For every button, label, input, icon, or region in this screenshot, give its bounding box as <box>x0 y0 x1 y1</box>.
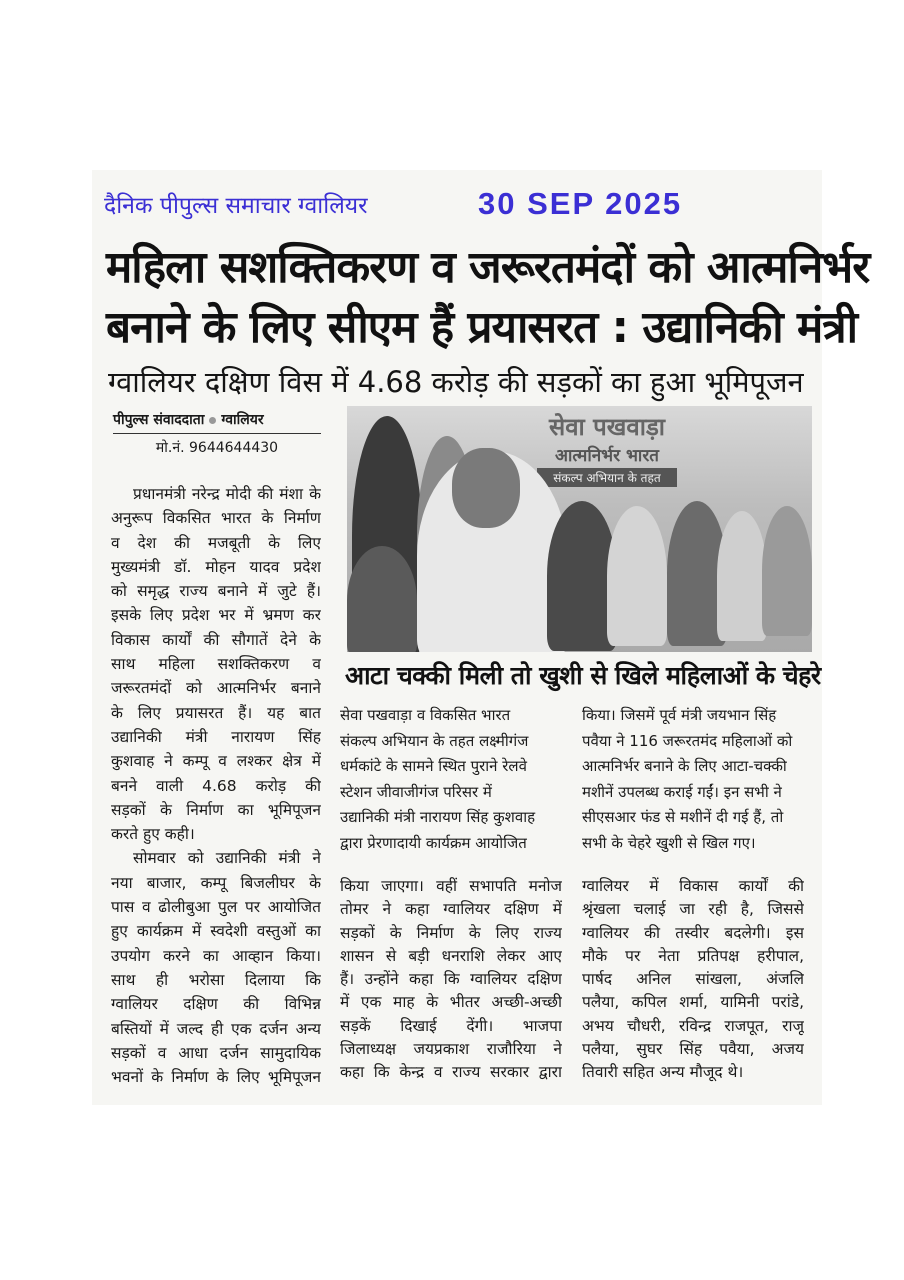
text-line: सड़कों के निर्माण का भूमिपूजन <box>111 800 321 819</box>
text-line: अभय चौधरी, रविन्द्र राजपूत, राजू <box>582 1016 804 1035</box>
text-line: सोमवार को उद्यानिकी मंत्री ने <box>133 849 321 868</box>
newspaper-name: दैनिक पीपुल्स समाचार ग्वालियर <box>104 193 368 219</box>
text-line: जिलाध्यक्ष जयप्रकाश राजौरिया ने <box>340 1040 562 1059</box>
text-line: द्वारा प्रेरणादायी कार्यक्रम आयोजित <box>340 833 527 852</box>
text-line: उपयोग करने का आव्हान किया। <box>111 946 321 965</box>
text-line: भवनों के निर्माण के लिए भूमिपूजन <box>111 1068 321 1087</box>
text-line: को समृद्ध राज्य बनाने में जुटे हैं। <box>111 582 321 601</box>
banner-line-2: आत्मनिर्भर भारत <box>555 446 659 466</box>
text-line: सड़कें दिखाई देंगी। भाजपा <box>340 1016 562 1035</box>
text-line: मौके पर नेता प्रतिपक्ष हरीपाल, <box>582 946 804 965</box>
text-line: संकल्प अभियान के तहत लक्ष्मीगंज <box>340 731 529 750</box>
text-line: शासन से बड़ी धनराशि लेकर आए <box>340 946 562 965</box>
text-line: प्रधानमंत्री नरेन्द्र मोदी की मंशा के <box>133 485 321 503</box>
text-line: हैं। उन्होंने कहा कि ग्वालियर दक्षिण <box>340 970 562 989</box>
side-story-headline: आटा चक्की मिली तो खुशी से खिले महिलाओं के चेहरे <box>345 661 821 690</box>
text-line: में एक माह के भीतर अच्छी-अच्छी <box>340 993 562 1012</box>
main-story-continued-column-a <box>340 875 562 1085</box>
text-line: ग्वालियर की तस्वीर बदलेगी। इस <box>582 923 804 942</box>
text-line: नया बाजार, कम्पू बिजलीघर के <box>111 873 321 892</box>
text-line: अनुरूप विकसित भारत के निर्माण <box>111 509 321 528</box>
main-story-continued-column-b <box>582 875 804 1085</box>
text-line: साथ ही भरोसा दिलाया कि <box>111 970 321 989</box>
text-line: ग्वालियर दक्षिण की विभिन्न <box>111 995 321 1014</box>
banner-line-1: सेवा पखवाड़ा <box>548 413 666 441</box>
text-line: मशीनें उपलब्ध कराई गईं। इन सभी ने <box>582 782 782 801</box>
text-line: आत्मनिर्भर बनाने के लिए आटा-चक्की <box>582 757 787 775</box>
text-line: उद्यानिकी मंत्री नारायण सिंह <box>111 727 321 746</box>
text-line: उद्यानिकी मंत्री नारायण सिंह कुशवाह <box>340 808 536 826</box>
text-line: कुशवाह ने कम्पू व लश्कर क्षेत्र में <box>111 752 321 771</box>
text-line: व देश की मजबूती के लिए <box>111 533 321 552</box>
text-line: स्टेशन जीवाजीगंज परिसर में <box>340 782 492 801</box>
text-line: किया। जिसमें पूर्व मंत्री जयभान सिंह <box>582 706 777 724</box>
photo-banner <box>537 410 677 487</box>
side-story-column-a <box>340 703 562 856</box>
text-line: करते हुए कही। <box>111 825 195 844</box>
byline <box>113 410 321 434</box>
text-line: इसके लिए प्रदेश भर में भ्रमण कर <box>111 606 321 625</box>
reporter: पीपुल्स संवाददाता <box>113 412 205 428</box>
event-photo <box>347 406 812 652</box>
subheadline: ग्वालियर दक्षिण विस में 4.68 करोड़ की सड़कों का हुआ भूमिपूजन <box>108 365 804 399</box>
text-line: सड़कों के निर्माण के लिए राज्य <box>340 923 562 942</box>
side-story-column-b <box>582 703 804 856</box>
text-line: सड़कों व आधा दर्जन सामुदायिक <box>111 1043 321 1062</box>
text-line: किया जाएगा। वहीं सभापति मनोज <box>340 877 562 895</box>
text-line: के लिए प्रयासरत हैं। यह बात <box>111 703 321 722</box>
headline-line-1: महिला सशक्तिकरण व जरूरतमंदों को आत्मनिर्भर <box>106 242 870 293</box>
text-line: पास व ढोलीबुआ पुल पर आयोजित <box>111 898 321 917</box>
text-line: हुए कार्यक्रम में स्वदेशी वस्तुओं का <box>111 922 321 941</box>
text-line: सभी के चेहरे खुशी से खिल गए। <box>582 833 756 852</box>
text-line: विकास कार्यों की सौगातें देने के <box>111 630 321 649</box>
text-line: सेवा पखवाड़ा व विकसित भारत <box>340 706 511 724</box>
text-line: ग्वालियर में विकास कार्यों की <box>582 877 804 895</box>
text-line: साथ महिला सशक्तिकरण व <box>111 655 321 674</box>
text-line: तोमर ने कहा ग्वालियर दक्षिण में <box>340 900 562 919</box>
main-story-column <box>111 482 321 1089</box>
bullet-icon <box>209 417 216 424</box>
text-line: पार्षद अनिल सांखला, अंजलि <box>582 970 804 989</box>
headline-line-2: बनाने के लिए सीएम हैं प्रयासरत : उद्यानिकी मंत्री <box>106 302 858 353</box>
text-line: सीएसआर फंड से मशीनें दी गई हैं, तो <box>582 808 784 826</box>
text-line: श्रृंखला चलाई जा रही है, जिससे <box>582 900 804 919</box>
byline-city: ग्वालियर <box>221 412 264 428</box>
banner-line-3: संकल्प अभियान के तहत <box>537 468 677 487</box>
text-line: जरूरतमंदों को आत्मनिर्भर बनाने <box>111 679 321 698</box>
text-line: पलैया, सुघर सिंह पवैया, अजय <box>582 1040 804 1059</box>
text-line: बस्तियों में जल्द ही एक दर्जन अन्य <box>111 1019 321 1038</box>
reporter-phone: मो.नं. 9644644430 <box>155 440 279 456</box>
text-line: मुख्यमंत्री डॉ. मोहन यादव प्रदेश <box>111 557 321 576</box>
text-line: पलैया, कपिल शर्मा, यामिनी परांडे, <box>582 993 804 1012</box>
text-line: बनने वाली 4.68 करोड़ की <box>111 776 321 795</box>
publication-date: 30 SEP 2025 <box>478 186 683 221</box>
text-line: कहा कि केन्द्र व राज्य सरकार द्वारा <box>340 1063 562 1082</box>
text-line: धर्मकांटे के सामने स्थित पुराने रेलवे <box>340 757 527 775</box>
text-line: पवैया ने 116 जरूरतमंद महिलाओं को <box>582 731 793 750</box>
text-line: तिवारी सहित अन्य मौजूद थे। <box>582 1063 744 1082</box>
